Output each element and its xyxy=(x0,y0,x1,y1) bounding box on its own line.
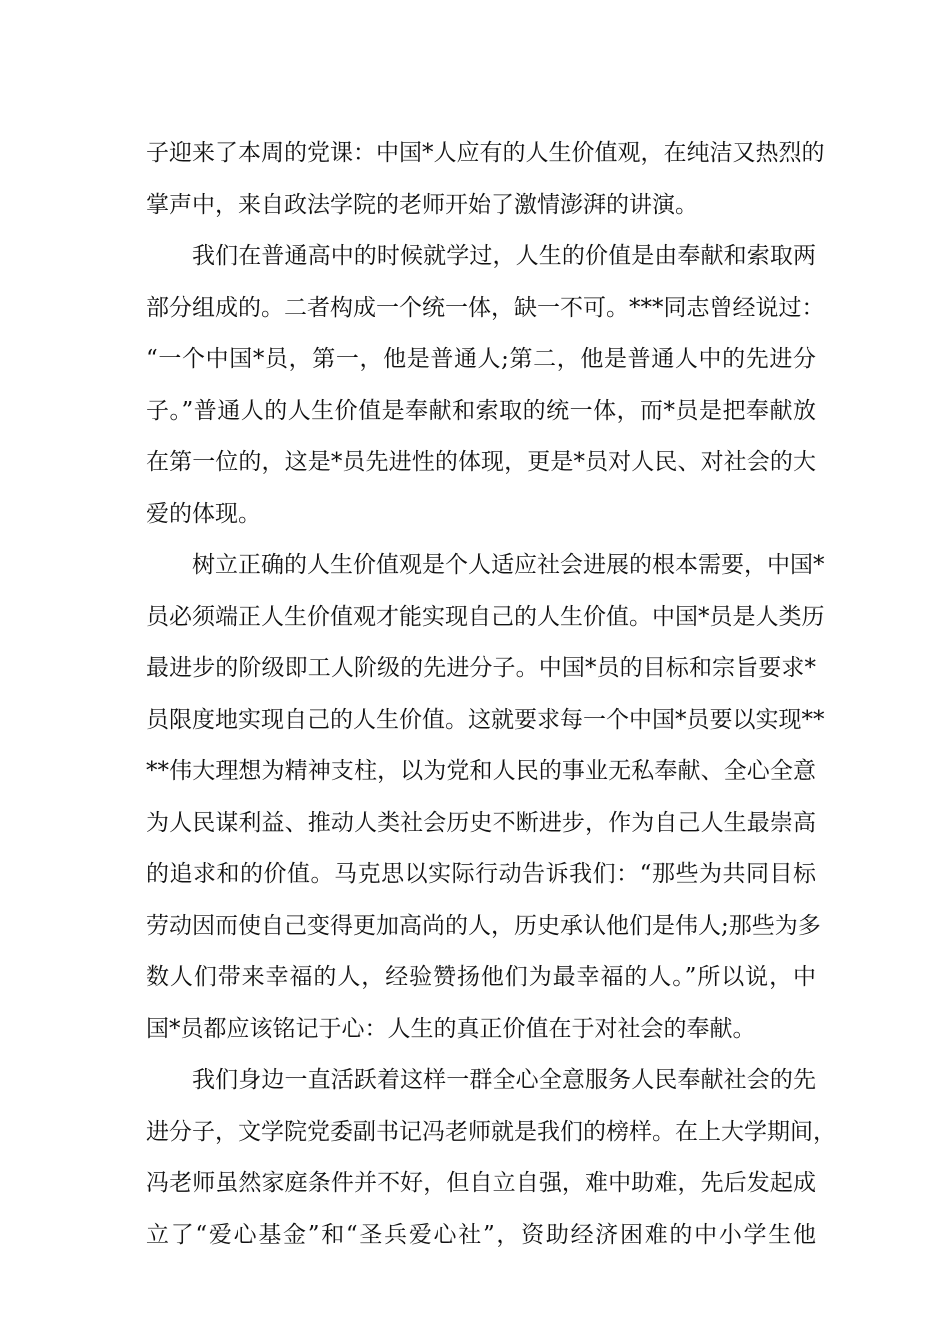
text-line: 立了“爱心基金”和“圣兵爱心社”，资助经济困难的中小学生他 xyxy=(146,1221,816,1248)
text-line: 劳动因而使自己变得更加高尚的人，历史承认他们是伟人;那些为多 xyxy=(146,912,821,939)
text-line: 树立正确的人生价值观是个人适应社会进展的根本需要，中国* xyxy=(192,552,825,578)
text-line: 最进步的阶级即工人阶级的先进分子。中国*员的目标和宗旨要求* xyxy=(146,655,816,681)
text-line: 我们在普通高中的时候就学过，人生的价值是由奉献和索取两 xyxy=(192,243,816,269)
text-line: 在第一位的，这是*员先进性的体现，更是*员对人民、对社会的大 xyxy=(146,449,816,475)
text-line: “一个中国*员，第一，他是普通人;第二，他是普通人中的先进分 xyxy=(146,346,816,372)
text-line: 员限度地实现自己的人生价值。这就要求每一个中国*员要以实现** xyxy=(146,706,825,733)
text-line: 数人们带来幸福的人，经验赞扬他们为最幸福的人。”所以说，中 xyxy=(146,964,816,990)
text-line: **伟大理想为精神支柱，以为党和人民的事业无私奉献、全心全意 xyxy=(146,758,816,784)
text-line: 冯老师虽然家庭条件并不好，但自立自强，难中助难，先后发起成 xyxy=(146,1170,816,1196)
text-line: 为人民谋利益、推动人类社会历史不断进步，作为自己人生最崇高 xyxy=(146,809,816,836)
text-line: 国*员都应该铭记于心：人生的真正价值在于对社会的奉献。 xyxy=(146,1015,756,1042)
text-line: 部分组成的。二者构成一个统一体，缺一不可。***同志曾经说过： xyxy=(146,294,825,321)
text-line: 爱的体现。 xyxy=(146,500,261,527)
text-line: 子迎来了本周的党课：中国*人应有的人生价值观，在纯洁又热烈的 xyxy=(146,140,825,166)
text-line: 掌声中，来自政法学院的老师开始了激情澎湃的讲演。 xyxy=(146,191,698,218)
text-line: 员必须端正人生价值观才能实现自己的人生价值。中国*员是人类历 xyxy=(146,603,825,630)
body-text xyxy=(146,128,836,1261)
text-line: 的追求和的价值。马克思以实际行动告诉我们：“那些为共同目标 xyxy=(146,861,816,887)
text-line: 子。”普通人的人生价值是奉献和索取的统一体，而*员是把奉献放 xyxy=(146,397,816,424)
text-line: 进分子，文学院党委副书记冯老师就是我们的榜样。在上大学期间， xyxy=(146,1118,836,1145)
text-line: 我们身边一直活跃着这样一群全心全意服务人民奉献社会的先 xyxy=(192,1067,816,1093)
